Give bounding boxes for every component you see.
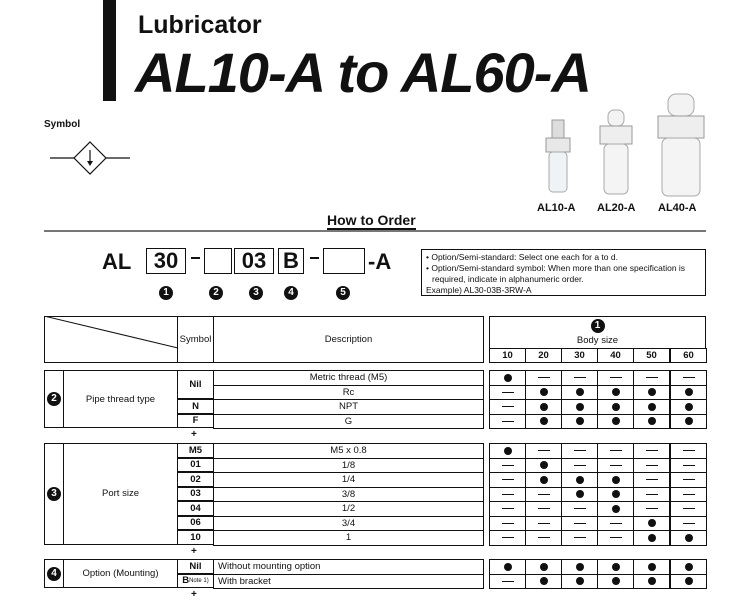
unavailable-dash [683, 523, 695, 524]
availability-cell [670, 516, 707, 532]
availability-cell [525, 559, 562, 575]
badge-4: 4 [47, 567, 61, 581]
available-dot [540, 417, 548, 425]
unavailable-dash [683, 377, 695, 378]
row-description: 1/8 [213, 458, 484, 474]
badge-4: 4 [284, 286, 298, 300]
group-label: Pipe thread type [63, 370, 178, 428]
availability-cell [489, 574, 526, 590]
product-label-al10: AL10-A [537, 202, 576, 214]
row-symbol: 02 [177, 472, 214, 487]
title-accent-bar [103, 0, 116, 101]
available-dot [576, 577, 584, 585]
availability-cell [525, 399, 562, 415]
unavailable-dash [502, 537, 514, 538]
available-dot [612, 476, 620, 484]
availability-cell [670, 370, 707, 386]
availability-cell [489, 501, 526, 517]
available-dot [504, 374, 512, 382]
group-label: Option (Mounting) [63, 559, 178, 588]
available-dot [612, 388, 620, 396]
row-symbol: Nil [177, 370, 214, 399]
plus-sign: + [191, 429, 197, 440]
availability-cell [670, 385, 707, 401]
available-dot [576, 388, 584, 396]
unavailable-dash [538, 377, 550, 378]
description-header: Description [213, 316, 484, 363]
unavailable-dash [502, 523, 514, 524]
availability-cell [561, 559, 598, 575]
row-description: Without mounting option [213, 559, 484, 575]
unavailable-dash [538, 494, 550, 495]
unavailable-dash [610, 450, 622, 451]
unavailable-dash [683, 450, 695, 451]
availability-cell [633, 399, 670, 415]
badge-2: 2 [47, 392, 61, 406]
row-symbol: Nil [177, 559, 214, 574]
row-description: M5 x 0.8 [213, 443, 484, 459]
availability-cell [597, 501, 634, 517]
available-dot [576, 563, 584, 571]
availability-cell [633, 530, 670, 546]
code-semi-standard-box [323, 248, 365, 274]
availability-cell [670, 559, 707, 575]
availability-cell [561, 399, 598, 415]
unavailable-dash [610, 523, 622, 524]
available-dot [612, 505, 620, 513]
unavailable-dash [502, 465, 514, 466]
badge-5: 5 [336, 286, 350, 300]
availability-cell [633, 414, 670, 430]
badge-3: 3 [249, 286, 263, 300]
unavailable-dash [502, 494, 514, 495]
available-dot [685, 403, 693, 411]
row-description: 1 [213, 530, 484, 546]
available-dot [540, 461, 548, 469]
row-description: 3/8 [213, 487, 484, 503]
unavailable-dash [683, 494, 695, 495]
code-prefix: AL [102, 249, 132, 274]
availability-cell [597, 472, 634, 488]
unavailable-dash [574, 450, 586, 451]
unavailable-dash [502, 421, 514, 422]
unavailable-dash [502, 406, 514, 407]
available-dot [540, 563, 548, 571]
availability-cell [561, 385, 598, 401]
availability-cell [525, 414, 562, 430]
availability-cell [633, 443, 670, 459]
available-dot [648, 534, 656, 542]
availability-cell [633, 574, 670, 590]
body-size-40: 40 [597, 348, 634, 363]
availability-cell [525, 487, 562, 503]
availability-cell [670, 414, 707, 430]
available-dot [612, 490, 620, 498]
unavailable-dash [574, 537, 586, 538]
row-symbol: N [177, 399, 214, 414]
availability-cell [670, 458, 707, 474]
availability-cell [633, 458, 670, 474]
availability-cell [597, 487, 634, 503]
availability-cell [561, 472, 598, 488]
availability-cell [597, 399, 634, 415]
availability-cell [525, 472, 562, 488]
available-dot [648, 519, 656, 527]
product-label-al40: AL40-A [658, 202, 697, 214]
availability-cell [633, 487, 670, 503]
available-dot [540, 388, 548, 396]
availability-cell [561, 487, 598, 503]
order-notes-box [421, 249, 706, 296]
row-symbol: 03 [177, 487, 214, 502]
availability-cell [670, 472, 707, 488]
availability-cell [489, 472, 526, 488]
row-description: 3/4 [213, 516, 484, 532]
code-option-box: B [278, 248, 304, 274]
availability-cell [633, 385, 670, 401]
row-description: NPT [213, 399, 484, 415]
availability-cell [670, 501, 707, 517]
availability-cell [597, 458, 634, 474]
available-dot [648, 417, 656, 425]
available-dot [685, 577, 693, 585]
available-dot [685, 534, 693, 542]
availability-cell [561, 516, 598, 532]
product-label-al20: AL20-A [597, 202, 636, 214]
available-dot [576, 490, 584, 498]
badge-1: 1 [159, 286, 173, 300]
body-size-60: 60 [670, 348, 707, 363]
unavailable-dash [646, 479, 658, 480]
availability-cell [525, 530, 562, 546]
available-dot [685, 417, 693, 425]
available-dot [504, 447, 512, 455]
al40-image [654, 92, 708, 200]
row-symbol: F [177, 414, 214, 429]
unavailable-dash [646, 450, 658, 451]
availability-cell [561, 443, 598, 459]
code-dash [310, 257, 319, 259]
row-description: G [213, 414, 484, 430]
availability-cell [561, 530, 598, 546]
available-dot [576, 476, 584, 484]
availability-cell [525, 458, 562, 474]
unavailable-dash [574, 508, 586, 509]
unavailable-dash [646, 465, 658, 466]
lubricator-symbol-icon [50, 140, 130, 180]
body-size-badge-cell [489, 316, 706, 334]
code-thread-box [204, 248, 232, 274]
row-symbol: B Note 1) [177, 574, 214, 589]
unavailable-dash [683, 479, 695, 480]
availability-cell [561, 458, 598, 474]
availability-cell [597, 574, 634, 590]
availability-cell [489, 559, 526, 575]
unavailable-dash [502, 581, 514, 582]
availability-cell [633, 472, 670, 488]
availability-cell [525, 443, 562, 459]
unavailable-dash [610, 377, 622, 378]
unavailable-dash [538, 450, 550, 451]
availability-cell [597, 414, 634, 430]
row-description: Rc [213, 385, 484, 401]
availability-cell [561, 414, 598, 430]
availability-cell [597, 530, 634, 546]
available-dot [612, 577, 620, 585]
plus-sign: + [191, 589, 197, 600]
unavailable-dash [646, 494, 658, 495]
code-suffix: -A [368, 249, 392, 274]
note-line: • Option/Semi-standard: Select one each for a to d. [426, 252, 618, 262]
availability-cell [597, 385, 634, 401]
code-dash [191, 257, 200, 259]
availability-cell [525, 574, 562, 590]
availability-cell [489, 458, 526, 474]
unavailable-dash [538, 537, 550, 538]
group-badge-cell [44, 443, 64, 545]
available-dot [540, 577, 548, 585]
availability-cell [597, 516, 634, 532]
availability-cell [633, 501, 670, 517]
note-example: Example) AL30-03B-3RW-A [426, 285, 532, 295]
row-description: 1/2 [213, 501, 484, 517]
al10-image [540, 118, 576, 198]
availability-cell [561, 370, 598, 386]
availability-cell [670, 530, 707, 546]
availability-cell [561, 501, 598, 517]
unavailable-dash [683, 465, 695, 466]
availability-cell [489, 516, 526, 532]
row-symbol: 01 [177, 458, 214, 473]
unavailable-dash [610, 465, 622, 466]
unavailable-dash [683, 508, 695, 509]
availability-cell [633, 516, 670, 532]
divider [44, 230, 706, 232]
availability-cell [489, 370, 526, 386]
unavailable-dash [574, 523, 586, 524]
availability-cell [597, 443, 634, 459]
availability-cell [525, 516, 562, 532]
code-body-size-box: 30 [146, 248, 186, 274]
table-corner-diagonal [44, 316, 178, 363]
plus-sign: + [191, 545, 197, 557]
symbol-label: Symbol [44, 119, 81, 130]
available-dot [648, 577, 656, 585]
unavailable-dash [610, 537, 622, 538]
page-subtitle: Lubricator [138, 11, 262, 39]
availability-cell [525, 501, 562, 517]
body-size-10: 10 [489, 348, 526, 363]
unavailable-dash [574, 465, 586, 466]
body-size-20: 20 [525, 348, 562, 363]
row-symbol: 06 [177, 516, 214, 531]
page-title: AL10-A to AL60-A [135, 41, 591, 104]
unavailable-dash [646, 508, 658, 509]
unavailable-dash [502, 479, 514, 480]
availability-cell [597, 559, 634, 575]
row-symbol: 04 [177, 501, 214, 516]
availability-cell [670, 487, 707, 503]
al20-image [596, 108, 636, 198]
availability-cell [525, 370, 562, 386]
availability-cell [489, 487, 526, 503]
availability-cell [670, 443, 707, 459]
available-dot [576, 403, 584, 411]
availability-cell [670, 399, 707, 415]
unavailable-dash [538, 508, 550, 509]
body-size-50: 50 [633, 348, 670, 363]
row-symbol: M5 [177, 443, 214, 458]
how-to-order-heading: How to Order [327, 212, 416, 228]
group-badge-cell [44, 370, 64, 428]
available-dot [612, 417, 620, 425]
availability-cell [597, 370, 634, 386]
availability-cell [633, 370, 670, 386]
availability-cell [633, 559, 670, 575]
available-dot [685, 388, 693, 396]
unavailable-dash [538, 523, 550, 524]
unavailable-dash [574, 377, 586, 378]
availability-cell [489, 399, 526, 415]
availability-cell [489, 385, 526, 401]
unavailable-dash [502, 392, 514, 393]
code-port-size-box: 03 [234, 248, 274, 274]
availability-cell [489, 530, 526, 546]
availability-cell [561, 574, 598, 590]
row-description: 1/4 [213, 472, 484, 488]
row-description: Metric thread (M5) [213, 370, 484, 386]
available-dot [648, 403, 656, 411]
available-dot [685, 563, 693, 571]
availability-cell [489, 414, 526, 430]
badge-2: 2 [209, 286, 223, 300]
unavailable-dash [646, 377, 658, 378]
available-dot [504, 563, 512, 571]
unavailable-dash [502, 508, 514, 509]
available-dot [540, 476, 548, 484]
row-symbol: 10 [177, 530, 214, 545]
availability-cell [670, 574, 707, 590]
availability-cell [525, 385, 562, 401]
note-line: required, indicate in alphanumeric order. [432, 274, 584, 284]
body-size-header: Body size [489, 333, 706, 348]
available-dot [648, 563, 656, 571]
group-badge-cell [44, 559, 64, 588]
symbol-header: Symbol [177, 316, 214, 363]
note-line: • Option/Semi-standard symbol: When more than one specification is [426, 263, 686, 273]
available-dot [648, 388, 656, 396]
row-description: With bracket [213, 574, 484, 590]
badge-1: 1 [591, 319, 605, 333]
available-dot [576, 417, 584, 425]
available-dot [612, 403, 620, 411]
badge-3: 3 [47, 487, 61, 501]
availability-cell [489, 443, 526, 459]
body-size-30: 30 [561, 348, 598, 363]
available-dot [540, 403, 548, 411]
group-label: Port size [63, 443, 178, 545]
available-dot [612, 563, 620, 571]
